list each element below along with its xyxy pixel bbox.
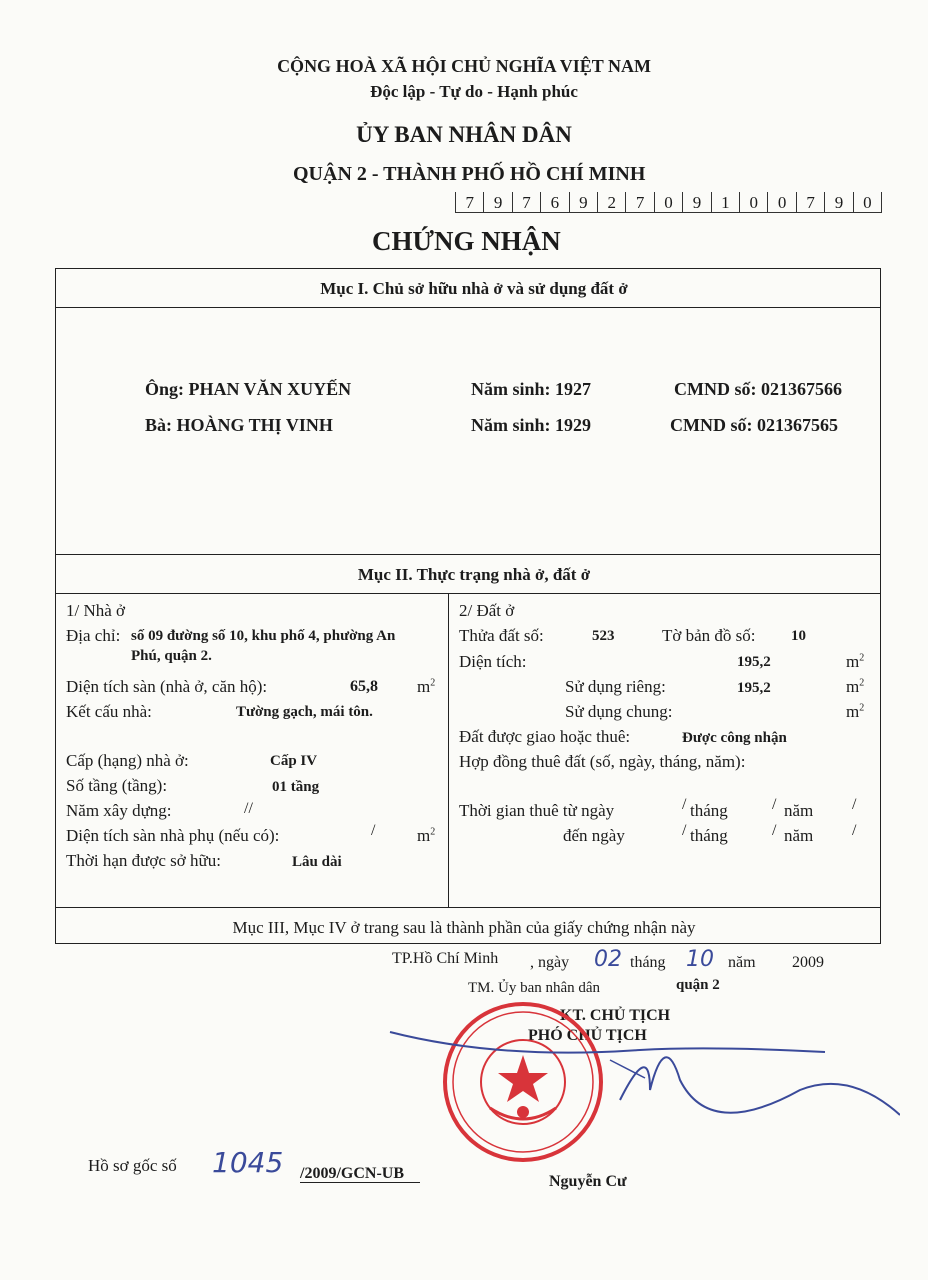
serial-digit: 0 bbox=[853, 192, 882, 213]
owner-2-name: Bà: HOÀNG THỊ VINH bbox=[145, 415, 333, 435]
record-underline bbox=[300, 1182, 420, 1183]
lease-to-year-slash: / bbox=[852, 822, 857, 839]
owner-2-birth: Năm sinh: 1929 bbox=[471, 415, 592, 435]
build-year-value: // bbox=[244, 800, 253, 817]
owner-1-name: Ông: PHAN VĂN XUYẾN bbox=[145, 379, 352, 399]
signature-icon bbox=[380, 1020, 900, 1130]
section2-heading: Mục II. Thực trạng nhà ở, đất ở bbox=[357, 565, 591, 584]
aux-area-label: Diện tích sàn nhà phụ (nếu có): bbox=[66, 826, 280, 845]
committee-title: ỦY BAN NHÂN DÂN bbox=[356, 122, 572, 147]
allocation-label: Đất được giao hoặc thuê: bbox=[459, 727, 631, 746]
signing-behalf: TM. Ủy ban nhân dân bbox=[468, 980, 601, 996]
serial-digit: 9 bbox=[483, 192, 511, 213]
floor-area-unit: $m^2$ bbox=[417, 677, 436, 696]
floor-area-value: 65,8 bbox=[350, 678, 378, 695]
certificate-title: CHỨNG NHẬN bbox=[372, 226, 561, 256]
ownership-term-value: Lâu dài bbox=[292, 854, 342, 870]
signing-behalf-district: quận 2 bbox=[676, 977, 720, 993]
signing-role-1: KT. CHỦ TỊCH bbox=[560, 1007, 671, 1024]
private-use-unit: $m^2$ bbox=[846, 677, 865, 696]
lease-contract-label: Hợp đồng thuê đất (số, ngày, tháng, năm): bbox=[459, 752, 746, 771]
house-address-line1: số 09 đường số 10, khu phố 4, phường An bbox=[131, 628, 396, 644]
grade-label: Cấp (hạng) nhà ở: bbox=[66, 751, 189, 770]
build-year-label: Năm xây dựng: bbox=[66, 801, 172, 820]
serial-digit: 7 bbox=[512, 192, 540, 213]
floor-area-label: Diện tích sàn (nhà ở, căn hộ): bbox=[66, 677, 268, 696]
divider bbox=[55, 554, 881, 555]
land-area-label: Diện tích: bbox=[459, 652, 527, 671]
land-area-unit: $m^2$ bbox=[846, 652, 865, 671]
signing-year: 2009 bbox=[792, 954, 824, 971]
lease-to-month-slash: / bbox=[772, 822, 777, 839]
land-area-value: 195,2 bbox=[737, 654, 771, 670]
lease-to-year: năm bbox=[784, 826, 814, 845]
signing-day: 02 bbox=[594, 947, 622, 972]
owner-1-id: CMND số: 021367566 bbox=[674, 379, 842, 399]
serial-digit: 7 bbox=[455, 192, 483, 213]
serial-digit: 7 bbox=[796, 192, 824, 213]
structure-label: Kết cấu nhà: bbox=[66, 702, 152, 721]
shared-use-unit: $m^2$ bbox=[846, 702, 865, 721]
section1-heading: Mục I. Chủ sở hữu nhà ở và sử dụng đất ở bbox=[320, 279, 628, 298]
record-number: 1045 bbox=[212, 1146, 284, 1179]
grade-value: Cấp IV bbox=[270, 753, 318, 769]
lease-from-label: Thời gian thuê từ ngày bbox=[459, 801, 615, 820]
serial-digit: 0 bbox=[739, 192, 767, 213]
shared-use-label: Sử dụng chung: bbox=[565, 702, 673, 721]
divider bbox=[55, 307, 881, 308]
record-label: Hồ sơ gốc số bbox=[88, 1156, 177, 1175]
signing-place: TP.Hồ Chí Minh bbox=[392, 950, 499, 967]
private-use-value: 195,2 bbox=[737, 680, 771, 696]
record-suffix: /2009/GCN-UB bbox=[300, 1165, 404, 1182]
aux-area-unit: $m^2$ bbox=[417, 826, 436, 845]
house-address-label: Địa chỉ: bbox=[66, 626, 121, 645]
floors-label: Số tầng (tầng): bbox=[66, 776, 168, 795]
lease-to-label: đến ngày bbox=[563, 826, 625, 845]
serial-digit: 6 bbox=[540, 192, 568, 213]
owner-1-birth: Năm sinh: 1927 bbox=[471, 379, 592, 399]
signing-month: 10 bbox=[686, 947, 714, 972]
signing-role-2: PHÓ CHỦ TỊCH bbox=[528, 1027, 647, 1044]
motto: Độc lập - Tự do - Hạnh phúc bbox=[370, 82, 578, 101]
lease-from-day-slash: / bbox=[682, 796, 687, 813]
house-title: 1/ Nhà ở bbox=[66, 601, 126, 620]
lease-from-year-slash: / bbox=[852, 796, 857, 813]
district-title: QUẬN 2 - THÀNH PHỐ HỒ CHÍ MINH bbox=[293, 163, 646, 185]
ownership-term-label: Thời hạn được sở hữu: bbox=[66, 851, 221, 870]
lease-to-month: tháng bbox=[690, 826, 728, 845]
signer-name: Nguyễn Cư bbox=[549, 1173, 627, 1190]
lease-from-month-slash: / bbox=[772, 796, 777, 813]
serial-digit: 0 bbox=[654, 192, 682, 213]
serial-digit: 9 bbox=[824, 192, 852, 213]
serial-digit: 9 bbox=[682, 192, 710, 213]
serial-digit: 1 bbox=[711, 192, 739, 213]
column-divider bbox=[448, 593, 449, 907]
lease-to-day-slash: / bbox=[682, 822, 687, 839]
serial-digit: 7 bbox=[625, 192, 653, 213]
aux-area-value: / bbox=[371, 822, 376, 839]
divider bbox=[55, 907, 881, 908]
parcel-label: Thửa đất số: bbox=[459, 626, 544, 645]
signing-year-word: năm bbox=[728, 954, 756, 971]
serial-number-box bbox=[455, 192, 882, 214]
parcel-value: 523 bbox=[592, 628, 615, 644]
private-use-label: Sử dụng riêng: bbox=[565, 677, 666, 696]
lease-from-year: năm bbox=[784, 801, 814, 820]
floors-value: 01 tầng bbox=[272, 779, 320, 795]
lease-from-month: tháng bbox=[690, 801, 728, 820]
allocation-value: Được công nhận bbox=[682, 730, 787, 746]
structure-value: Tường gạch, mái tôn. bbox=[236, 704, 373, 720]
serial-digit: 9 bbox=[569, 192, 597, 213]
serial-digit: 0 bbox=[767, 192, 795, 213]
republic-title: CỘNG HOÀ XÃ HỘI CHỦ NGHĨA VIỆT NAM bbox=[277, 56, 651, 76]
map-sheet-label: Tờ bản đồ số: bbox=[662, 626, 756, 645]
map-sheet-value: 10 bbox=[791, 628, 806, 644]
serial-digit: 2 bbox=[597, 192, 625, 213]
house-address-line2: Phú, quận 2. bbox=[131, 648, 212, 664]
divider bbox=[55, 593, 881, 594]
signing-day-word: , ngày bbox=[530, 954, 570, 971]
signing-month-word: tháng bbox=[630, 954, 666, 971]
owner-2-id: CMND số: 021367565 bbox=[670, 415, 838, 435]
footer-note: Mục III, Mục IV ở trang sau là thành phần của giấy chứng nhận này bbox=[232, 918, 696, 937]
land-title: 2/ Đất ở bbox=[459, 601, 515, 620]
